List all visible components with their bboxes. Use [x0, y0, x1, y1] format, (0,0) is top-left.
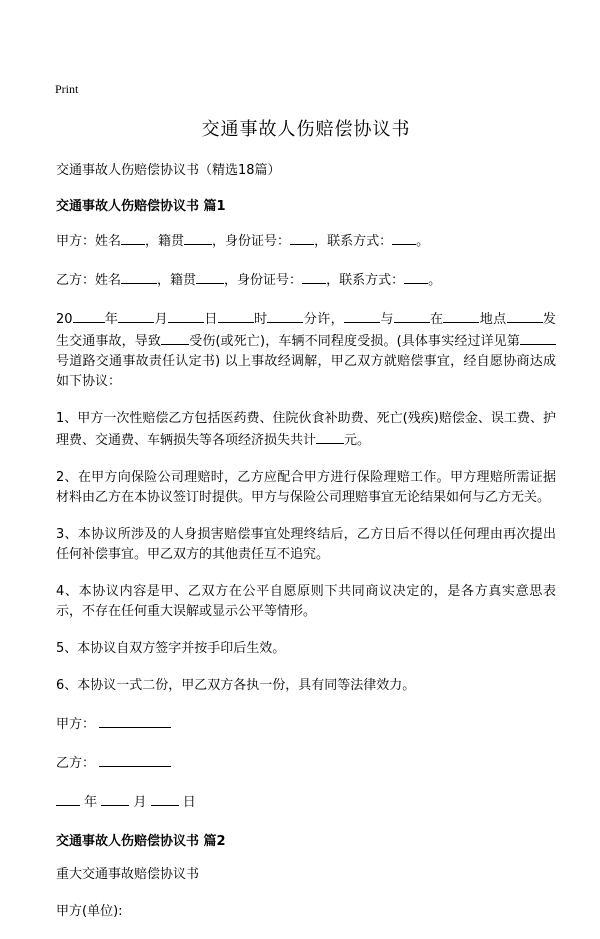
clause-1	[56, 409, 556, 451]
signature-month-blank	[101, 791, 129, 806]
party-b-name-label: 姓名	[95, 273, 122, 288]
party-b-info	[56, 269, 556, 291]
signature-date	[56, 791, 556, 813]
clause-1-text: 1、甲方一次性赔偿乙方包括医药费、住院伙食补助费、死亡(残疾)赔偿金、误工费、护理费、交通费、车辆损失等各项经济损失共计	[56, 411, 556, 448]
accident-year-blank	[73, 308, 105, 323]
signature-year-label: 年	[84, 795, 98, 810]
accident-minute-label: 分许，	[303, 312, 344, 327]
accident-year-label: 年	[104, 312, 119, 327]
party-a-contact-blank	[392, 230, 416, 245]
accident-year-prefix: 20	[56, 312, 73, 327]
party-b-hometown-label: ，籍贯	[157, 273, 197, 288]
signature-party-a	[56, 713, 556, 735]
party-a-name-blank	[121, 230, 145, 245]
accident-description	[56, 308, 556, 392]
section-heading-1: 交通事故人伤赔偿协议书 篇1	[56, 199, 226, 214]
clause-6: 6、本协议一式二份，甲乙双方各执一份，具有同等法律效力。	[56, 678, 416, 693]
signature-year-blank	[56, 791, 80, 806]
party-b-id-blank	[302, 269, 326, 284]
accident-line2a: 发生交通事故，导致	[56, 312, 556, 349]
party-a-hometown-label: ，籍贯	[145, 234, 185, 249]
clause-1-amount-blank	[316, 429, 344, 444]
signature-day-blank	[151, 791, 179, 806]
signature-party-b	[56, 752, 556, 774]
party-a-id-label: ，身份证号：	[212, 234, 291, 249]
accident-party1-blank	[344, 308, 380, 323]
party-a-contact-label: ，联系方式：	[314, 234, 393, 249]
signature-party-b-label: 乙方：	[56, 756, 96, 771]
accident-month-label: 月	[154, 312, 169, 327]
clause-1-unit: 元。	[344, 433, 371, 448]
clause-3: 3、本协议所涉及的人身损害赔偿事宜处理终结后，乙方日后不得以任何理由再次提出任何补偿事宜。甲乙双方的其他责任互不追究。	[56, 527, 556, 562]
party-b-contact-label: ，联系方式：	[326, 273, 405, 288]
accident-victim-blank	[161, 330, 189, 345]
accident-line2b: 受伤(或死亡)，车辆不同程度受损。(具体事实经过详见第	[189, 334, 520, 349]
accident-line3: 号道路交通事故责任认定书) 以上事故经调解，甲乙双方就赔偿事宜，经自愿协商达成如下协议：	[56, 354, 556, 389]
signature-month-label: 月	[133, 795, 147, 810]
party-b-hometown-blank	[196, 269, 224, 284]
party-a-hometown-blank	[184, 230, 212, 245]
signature-party-a-blank	[99, 713, 171, 728]
party-b-name-blank	[121, 269, 157, 284]
document-subtitle: 交通事故人伤赔偿协议书（精选18篇）	[56, 163, 281, 178]
document-body	[56, 115, 556, 939]
party-b-id-label: ，身份证号：	[224, 273, 303, 288]
accident-hour-label: 时	[253, 312, 268, 327]
party-b-contact-blank	[404, 269, 428, 284]
signature-party-b-blank	[99, 752, 171, 767]
clause-5: 5、本协议自双方签字并按手印后生效。	[56, 641, 286, 656]
accident-month-blank	[118, 308, 154, 323]
party-a-end: 。	[416, 234, 430, 249]
signature-day-label: 日	[182, 795, 196, 810]
accident-with-label: 与	[379, 312, 394, 327]
accident-day-label: 日	[204, 312, 218, 327]
accident-minute-blank	[267, 308, 303, 323]
accident-report-number-blank	[520, 330, 556, 345]
clause-4: 4、本协议内容是甲、乙双方在公平自愿原则下共同商议决定的，是各方真实意思表示，不存在任何重大误解或显示公平等情形。	[56, 584, 556, 619]
signature-party-a-label: 甲方：	[56, 717, 96, 732]
accident-place-blank	[443, 308, 479, 323]
accident-place-label: 地点	[479, 312, 507, 327]
party-a-name-label: 姓名	[95, 234, 122, 249]
party-b-end: 。	[428, 273, 442, 288]
accident-party2-blank	[394, 308, 430, 323]
party-a-info	[56, 230, 556, 252]
clause-2: 2、在甲方向保险公司理赔时，乙方应配合甲方进行保险理赔工作。甲方理赔所需证据材料由乙方在本协议签订时提供。甲方与保险公司理赔事宜无论结果如何与乙方无关。	[56, 470, 556, 505]
section-2-party-a: 甲方(单位):	[56, 904, 123, 919]
section-2-subtitle: 重大交通事故赔偿协议书	[56, 867, 200, 882]
page-title: 交通事故人伤赔偿协议书	[201, 119, 411, 140]
section-heading-2: 交通事故人伤赔偿协议书 篇2	[56, 834, 226, 849]
accident-day-blank	[168, 308, 204, 323]
party-b-label: 乙方：	[56, 273, 96, 288]
print-link[interactable]: Print	[55, 82, 79, 96]
party-a-label: 甲方：	[56, 234, 96, 249]
party-a-id-blank	[290, 230, 314, 245]
accident-hour-blank	[218, 308, 254, 323]
accident-place2-blank	[507, 308, 543, 323]
accident-at-label: 在	[429, 312, 444, 327]
